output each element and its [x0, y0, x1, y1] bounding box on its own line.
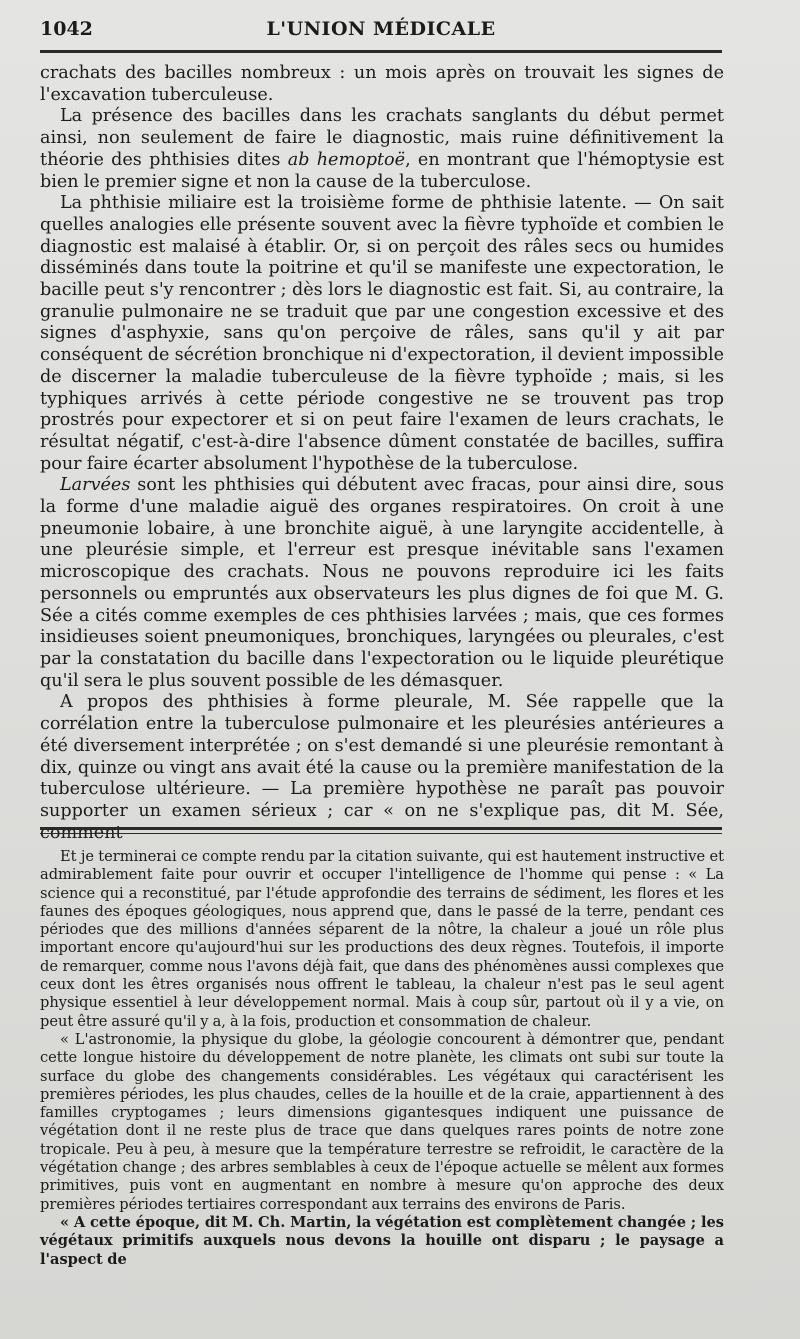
running-title: L'UNION MÉDICALE: [266, 18, 496, 40]
italic-term: Larvées: [60, 475, 131, 496]
paragraph: [40, 1031, 724, 1214]
main-text: [40, 63, 724, 844]
paragraph-text: La présence des bacilles dans les crachats sanglants du début permet ainsi, non seulement de faire le diagnostic, mais ruine définitivement la théorie des phthisies dites: [40, 106, 724, 170]
paragraph-text: , en montrant que l'hémoptysie est bien le premier signe et non la cause de la tuberculose.: [40, 149, 725, 192]
paragraph-text: « L'astronomie, la physique du globe, la géologie concourent à démontrer que, pendant cette longue histoire du développement de notre planète, les climats ont subi sur toute la surface du globe des changements considérables. Les végétaux qui caractérisent les premières périodes, les plus chaudes, celles de la houille et de la craie, appartiennent à des familles cryptogames ; leurs dimensions gigantesques indiquent une puissance de végétation dont il ne reste plus de trace que dans quelques rares points de notre zone tropicale. Peu à peu, à mesure que la température terrestre se refroidit, le caractère de la végétation change ; des arbres semblables à ceux de l'époque actuelle se mêlent aux formes primitives, puis vont en augmentant en nombre à mesure qu'on approche des deux premières périodes tertiaires correspondant aux terrains des environs de Paris.: [40, 1030, 724, 1213]
paragraph: [40, 475, 724, 692]
paragraph-text: Et je terminerai ce compte rendu par la citation suivante, qui est hautement instructive et admirablement faite pour ouvrir et occuper l'intelligence de l'homme qui pense : « La science qui a reconstitué, par l'étude approfondie des terrains de sédiment, les flores et les faunes des époques géologiques, nous apprend que, dans le passé de la terre, pendant ces périodes que des millions d'années séparent de la nôtre, la chaleur a joué un rôle plus important encore qu'aujourd'hui sur les productions des deux règnes. Toutefois, il importe de remarquer, comme nous l'avons déjà fait, que dans des phénomènes aussi complexes que ceux dont les êtres organisés nous offrent le tableau, la chaleur n'est pas le seul agent physique essentiel à leur développement normal. Mais à coup sûr, partout où il y a vie, on peut être assuré qu'il y a, à la fois, production et consommation de chaleur.: [40, 848, 724, 1030]
paragraph: [40, 692, 724, 844]
paragraph: [40, 106, 724, 193]
paragraph-text: crachats des bacilles nombreux : un mois après on trouvait les signes de l'excavation tuberculeuse.: [40, 63, 724, 105]
page-header: [40, 18, 722, 44]
feuilleton-text: [40, 848, 724, 1269]
paragraph: [40, 1214, 724, 1269]
paragraph-text: sont les phthisies qui débutent avec fracas, pour ainsi dire, sous la forme d'une maladie aiguë des organes respiratoires. On croit à une pneumonie lobaire, à une bronchite aiguë, à une laryngite accidentelle, à une pleurésie simple, et l'erreur est presque inévitable sans l'examen microscopique des crachats. Nous ne pouvons reproduire ici les faits personnels ou empruntés aux observateurs les plus dignes de foi que M. G. Sée a cités comme exemples de ces phthisies larvées ; mais, que ces formes insidieuses soient pneumoniques, bronchiques, laryngées ou pleurales, c'est par la constatation du bacille dans l'expectoration ou le liquide pleurétique qu'il sera le plus souvent possible de les démasquer.: [40, 475, 724, 691]
section-divider: [40, 827, 722, 834]
page-number: 1042: [40, 18, 93, 40]
paragraph-text: La phthisie miliaire est la troisième forme de phthisie latente. — On sait quelles analogies elle présente souvent avec la fièvre typhoïde et combien le diagnostic est malaisé à établir. Or, si on perçoit des râles secs ou humides disséminés dans toute la poitrine et qu'il se manifeste une expectoration, le bacille peut s'y rencontrer ; dès lors le diagnostic est fait. Si, au contraire, la granulie pulmonaire ne se traduit que par une congestion excessive et des signes d'asphyxie, sans qu'on perçoive de râles, sans qu'il y ait par conséquent de sécrétion bronchique ni d'expectoration, il devient impossible de discerner la maladie tuberculeuse de la fièvre typhoïde ; mais, si les typhiques arrivés à cette période congestive ne se trouvent pas trop prostrés pour expectorer et si on peut faire l'examen de leurs crachats, le résultat négatif, c'est-à-dire l'absence dûment constatée de bacilles, suffira pour faire écarter absolument l'hypothèse de la tuberculose.: [40, 193, 724, 474]
paragraph-text: « A cette époque, dit M. Ch. Martin, la végétation est complètement changée ; les végétaux primitifs auxquels nous devons la houille ont disparu ; le paysage a l'aspect de: [40, 1213, 724, 1268]
paragraph: [40, 63, 724, 106]
paragraph-text: A propos des phthisies à forme pleurale, M. Sée rappelle que la corrélation entre la tuberculose pulmonaire et les pleurésies antérieures a été diversement interprétée ; on s'est demandé si une pleurésie remontant à dix, quinze ou vingt ans avait été la cause ou la première manifestation de la tuberculose ultérieure. — La première hypothèse ne paraît pas pouvoir supporter un examen sérieux ; car « on ne s'explique pas, dit M. Sée, comment: [40, 692, 724, 843]
paragraph: [40, 193, 724, 475]
paragraph: [40, 848, 724, 1031]
header-rule: [40, 50, 722, 53]
italic-term: ab hemoptoë: [287, 149, 406, 170]
